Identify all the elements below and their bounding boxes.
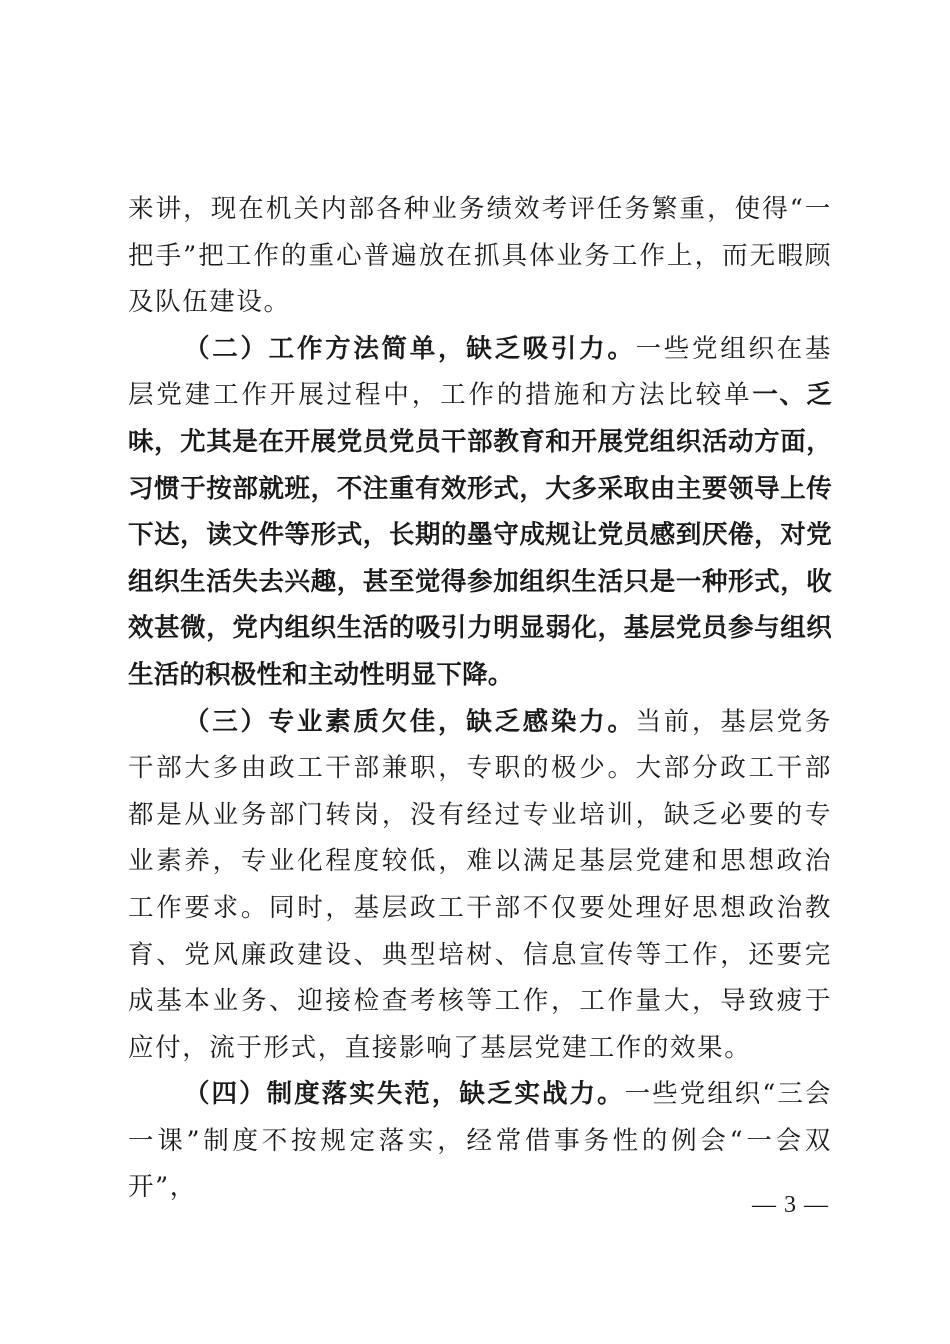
section-heading-three: （三）专业素质欠佳，缺乏感染力。 [184, 706, 636, 737]
paragraph-professional-quality [128, 699, 832, 1072]
paragraph-continued [128, 186, 832, 326]
paragraph-bold-text: 一、乏味，尤其是在开展党员党员干部教育和开展党组织活动方面，习惯于按部就班，不注重有效形式，大多采取由主要领导上传下达，读文件等形式，长期的墨守成规让党员感到厌倦，对党组织生活失去兴趣，甚至觉得参加组织生活只是一种形式，收效甚微，党内组织生活的吸引力明显弱化，基层党员参与组织生活的积极性和主动性明显下降。 [128, 380, 833, 690]
section-heading-two: （二）工作方法简单，缺乏吸引力。 [184, 333, 636, 364]
page-number: — 3 — [752, 1192, 829, 1218]
paragraph-text: 一些党组织“三会一课”制度不按规定落实，经常借事务性的例会“一会双开”， [128, 1079, 832, 1203]
paragraph-text: 来讲，现在机关内部各种业务绩效考评任务繁重，使得“一把手”把工作的重心普遍放在抓具体业务工作上，而无暇顾及队伍建设。 [128, 194, 832, 318]
paragraph-text: 当前，基层党务干部大多由政工干部兼职，专职的极少。大部分政工干部都是从业务部门转岗，没有经过专业培训，缺乏必要的专业素养，专业化程度较低，难以满足基层党建和思想政治工作要求。同时，基层政工干部不仅要处理好思想政治教育、党风廉政建设、典型培树、信息宣传等工作，还要完成基本业务、迎接检查考核等工作，工作量大，导致疲于应付，流于形式，直接影响了基层党建工作的效果。 [128, 706, 832, 1063]
section-heading-four: （四）制度落实失范，缺乏实战力。 [184, 1079, 625, 1110]
paragraph-method-simple [128, 326, 832, 699]
paragraph-system-implementation [128, 1071, 832, 1211]
paragraph-text: 一些党组织在基层党建工作开展过程中，工作的措施和方法比较单 [128, 333, 832, 411]
document-body [128, 186, 832, 1211]
